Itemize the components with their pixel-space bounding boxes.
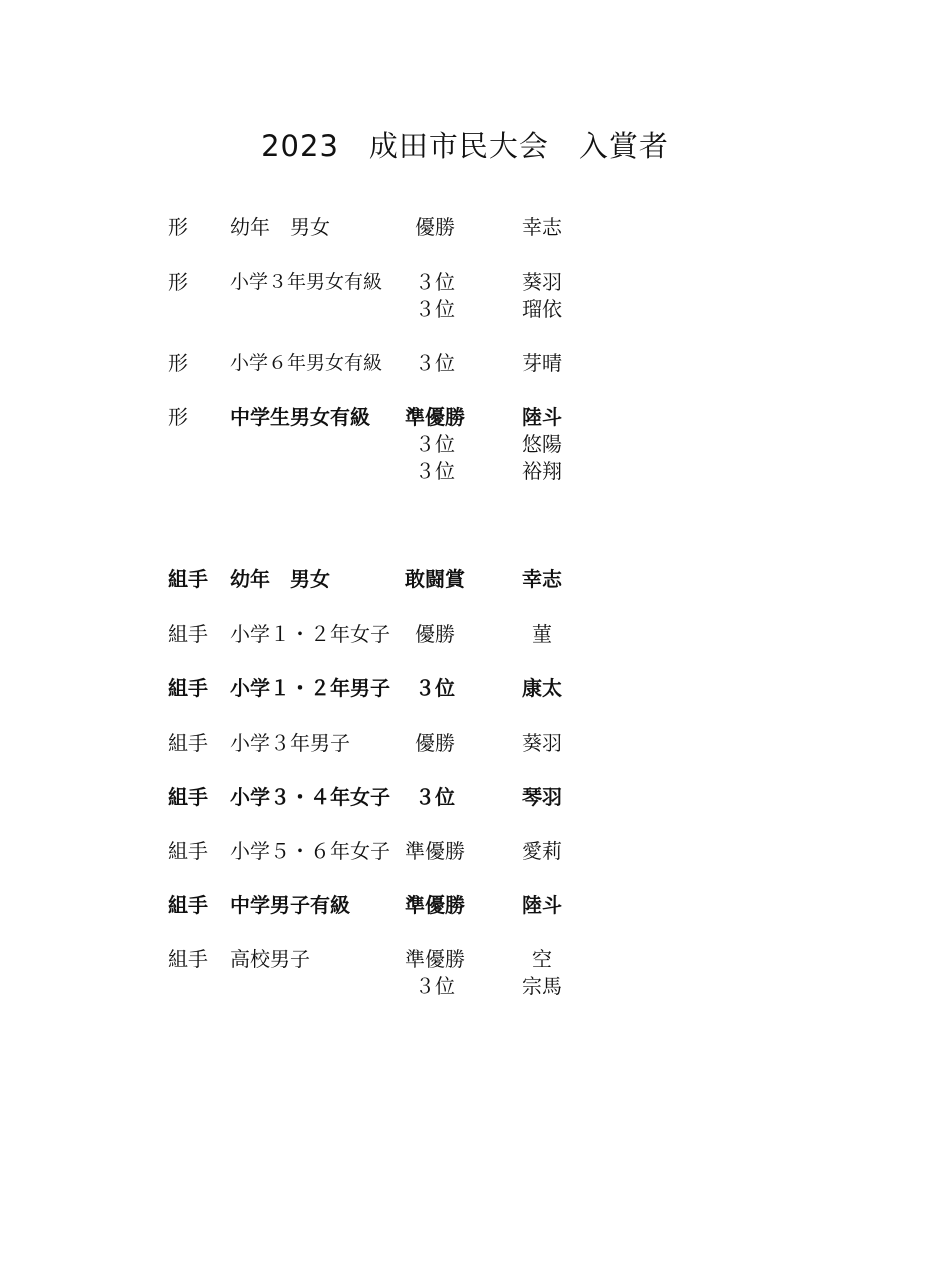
result-row bbox=[0, 213, 930, 241]
result-row bbox=[0, 295, 930, 323]
place-label: 準優勝 bbox=[405, 405, 465, 429]
result-row bbox=[0, 674, 930, 702]
division-label: 小学３年男子 bbox=[230, 731, 350, 755]
place-label: 優勝 bbox=[415, 215, 455, 239]
winner-name: 琴羽 bbox=[522, 785, 562, 809]
division-label: 小学１・２年男子 bbox=[230, 676, 390, 700]
result-row bbox=[0, 430, 930, 458]
division-label: 中学生男女有級 bbox=[230, 405, 370, 429]
winner-name: 葵羽 bbox=[522, 270, 562, 294]
winner-name: 陸斗 bbox=[522, 405, 562, 429]
result-row bbox=[0, 945, 930, 973]
place-label: ３位 bbox=[415, 459, 455, 483]
category-label: 組手 bbox=[168, 893, 208, 917]
result-row bbox=[0, 972, 930, 1000]
winner-name: 葵羽 bbox=[522, 731, 562, 755]
place-label: 優勝 bbox=[415, 731, 455, 755]
result-row bbox=[0, 891, 930, 919]
division-label: 小学１・２年女子 bbox=[230, 622, 390, 646]
division-label: 中学男子有級 bbox=[230, 893, 350, 917]
winner-name: 芽晴 bbox=[522, 351, 562, 375]
category-label: 組手 bbox=[168, 622, 208, 646]
page-title: 2023 成田市民大会 入賞者 bbox=[261, 129, 669, 163]
result-row bbox=[0, 457, 930, 485]
category-label: 組手 bbox=[168, 676, 208, 700]
result-row bbox=[0, 837, 930, 865]
place-label: ３位 bbox=[415, 974, 455, 998]
division-label: 小学３年男女有級 bbox=[230, 271, 383, 293]
category-label: 形 bbox=[168, 351, 188, 375]
winner-name: 宗馬 bbox=[522, 974, 562, 998]
winner-name: 愛莉 bbox=[522, 839, 562, 863]
division-label: 小学６年男女有級 bbox=[230, 352, 383, 374]
winner-name: 陸斗 bbox=[522, 893, 562, 917]
place-label: ３位 bbox=[415, 270, 455, 294]
result-row bbox=[0, 729, 930, 757]
winner-name: 康太 bbox=[522, 676, 562, 700]
place-label: 準優勝 bbox=[405, 839, 465, 863]
place-label: ３位 bbox=[415, 351, 455, 375]
winner-name: 菫 bbox=[532, 622, 552, 646]
category-label: 組手 bbox=[168, 839, 208, 863]
category-label: 形 bbox=[168, 405, 188, 429]
division-label: 小学３・４年女子 bbox=[230, 785, 390, 809]
winner-name: 悠陽 bbox=[522, 432, 562, 456]
category-label: 組手 bbox=[168, 947, 208, 971]
place-label: 準優勝 bbox=[405, 947, 465, 971]
winner-name: 瑠依 bbox=[522, 297, 562, 321]
place-label: 準優勝 bbox=[405, 893, 465, 917]
division-label: 幼年 男女 bbox=[230, 567, 330, 591]
place-label: ３位 bbox=[415, 432, 455, 456]
result-row bbox=[0, 620, 930, 648]
result-row bbox=[0, 403, 930, 431]
winner-name: 幸志 bbox=[522, 567, 562, 591]
winner-name: 幸志 bbox=[522, 215, 562, 239]
result-row bbox=[0, 783, 930, 811]
category-label: 組手 bbox=[168, 731, 208, 755]
place-label: 敢闘賞 bbox=[405, 567, 465, 591]
division-label: 高校男子 bbox=[230, 947, 310, 971]
category-label: 形 bbox=[168, 270, 188, 294]
result-row bbox=[0, 349, 930, 377]
winner-name: 裕翔 bbox=[522, 459, 562, 483]
category-label: 形 bbox=[168, 215, 188, 239]
division-label: 小学５・６年女子 bbox=[230, 839, 390, 863]
division-label: 幼年 男女 bbox=[230, 215, 330, 239]
category-label: 組手 bbox=[168, 567, 208, 591]
result-row bbox=[0, 268, 930, 296]
place-label: ３位 bbox=[415, 785, 455, 809]
winner-name: 空 bbox=[532, 947, 552, 971]
place-label: ３位 bbox=[415, 676, 455, 700]
category-label: 組手 bbox=[168, 785, 208, 809]
place-label: ３位 bbox=[415, 297, 455, 321]
place-label: 優勝 bbox=[415, 622, 455, 646]
result-row bbox=[0, 565, 930, 593]
